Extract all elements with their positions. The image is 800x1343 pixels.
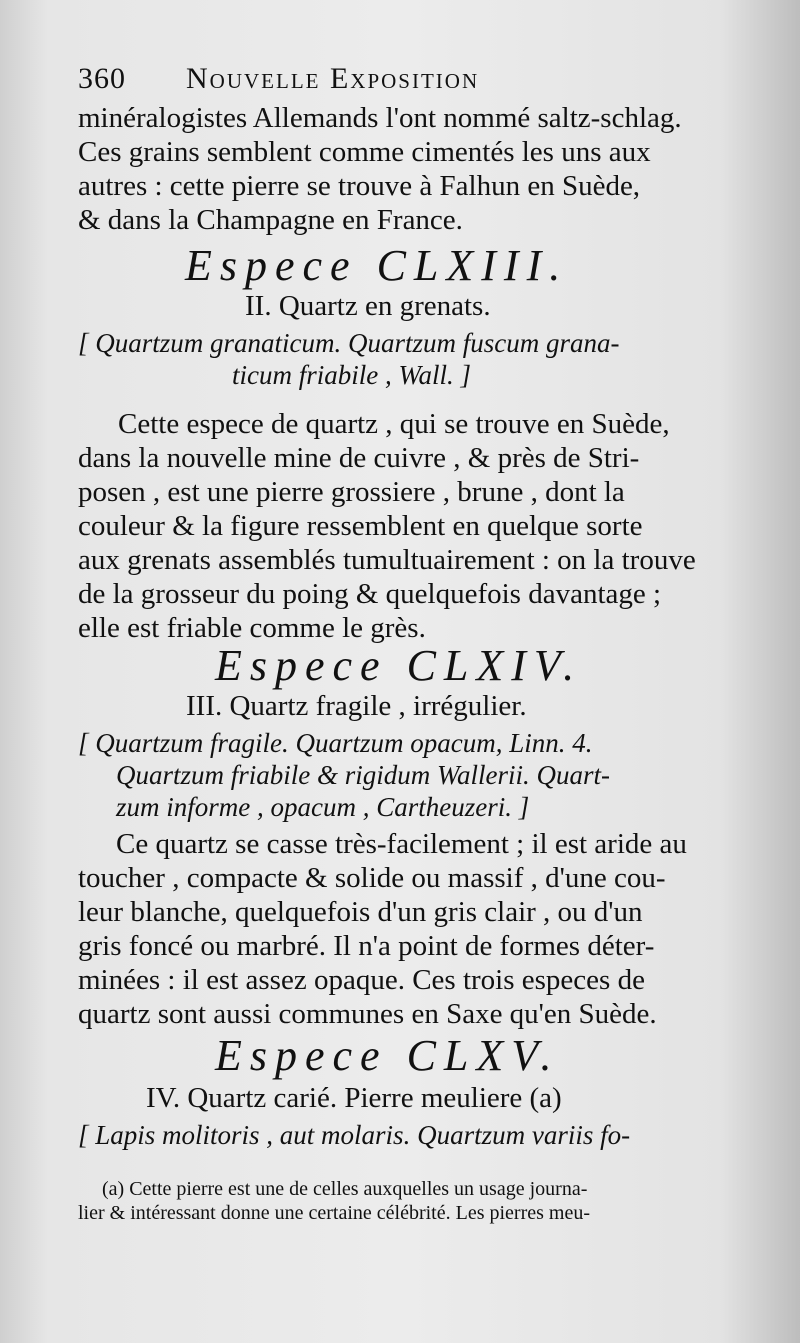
description-line: leur blanche, quelquefois d'un gris clair , ou d'un	[78, 896, 643, 928]
description-line: dans la nouvelle mine de cuivre , & près de Stri-	[78, 442, 640, 474]
species-synonym: [ Lapis molitoris , aut molaris. Quartzum variis fo-	[78, 1120, 631, 1150]
description-line: minées : il est assez opaque. Ces trois especes de	[78, 964, 645, 996]
description-line: quartz sont aussi communes en Saxe qu'en Suède.	[78, 998, 657, 1030]
running-header	[78, 62, 479, 96]
page-number: 360	[78, 62, 126, 95]
species-synonym: [ Quartzum fragile. Quartzum opacum, Linn. 4.	[78, 728, 593, 758]
footnote-line: lier & intéressant donne une certaine célébrité. Les pierres meu-	[78, 1202, 590, 1224]
description-line: de la grosseur du poing & quelquefois davantage ;	[78, 578, 662, 610]
species-synonym: [ Quartzum granaticum. Quartzum fuscum grana-	[78, 328, 620, 358]
description-line: gris foncé ou marbré. Il n'a point de formes déter-	[78, 930, 655, 962]
intro-line: autres : cette pierre se trouve à Falhun en Suède,	[78, 170, 641, 202]
description-line: elle est friable comme le grès.	[78, 612, 426, 644]
species-subtitle: IV. Quartz carié. Pierre meuliere (a)	[146, 1082, 562, 1114]
species-synonym: Quartzum friabile & rigidum Wallerii. Quart-	[116, 760, 611, 790]
description-line: toucher , compacte & solide ou massif , d'une cou-	[78, 862, 666, 894]
description-line: couleur & la figure ressemblent en quelque sorte	[78, 510, 643, 542]
species-heading: Espece CLXIII.	[185, 241, 569, 290]
intro-line: Ces grains semblent comme cimentés les uns aux	[78, 136, 651, 168]
species-subtitle: III. Quartz fragile , irrégulier.	[186, 690, 527, 722]
intro-line: minéralogistes Allemands l'ont nommé saltz-schlag.	[78, 102, 682, 134]
intro-line: & dans la Champagne en France.	[78, 204, 463, 236]
running-title: Nouvelle Exposition	[186, 62, 480, 95]
species-heading: Espece CLXV.	[215, 1031, 560, 1080]
species-heading: Espece CLXIV.	[215, 641, 583, 690]
species-subtitle: II. Quartz en grenats.	[245, 290, 491, 322]
description-line: posen , est une pierre grossiere , brune , dont la	[78, 476, 625, 508]
species-synonym: zum informe , opacum , Cartheuzeri. ]	[116, 792, 530, 822]
description-line: Ce quartz se casse très-facilement ; il est aride au	[116, 828, 687, 860]
description-line: Cette espece de quartz , qui se trouve en Suède,	[118, 408, 670, 440]
description-line: aux grenats assemblés tumultuairement : on la trouve	[78, 544, 696, 576]
species-synonym: ticum friabile , Wall. ]	[232, 360, 472, 390]
footnote-line: (a) Cette pierre est une de celles auxquelles un usage journa-	[102, 1178, 588, 1200]
